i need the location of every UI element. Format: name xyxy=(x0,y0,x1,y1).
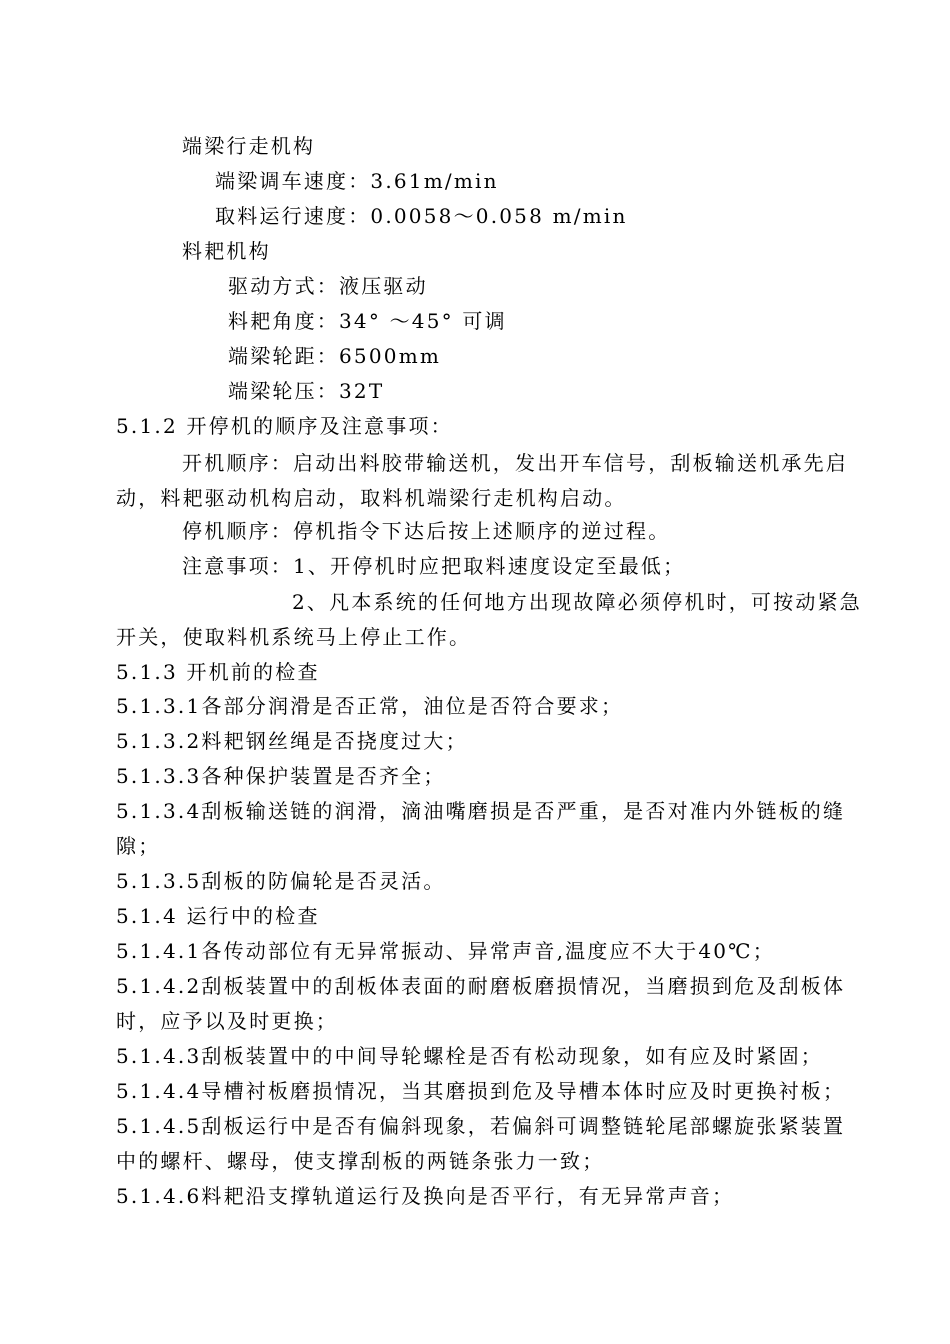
spec-drive-mode: 驱动方式：液压驱动 xyxy=(228,274,428,298)
para-start-sequence-line2: 动，料耙驱动机构启动，取料机端梁行走机构启动。 xyxy=(116,486,627,510)
item-5-1-3-3: 5.1.3.3各种保护装置是否齐全； xyxy=(116,764,446,788)
item-5-1-4-1: 5.1.4.1各传动部位有无异常振动、异常声音,温度应不大于40℃； xyxy=(116,939,775,963)
para-notes-item2-line1: 2、凡本系统的任何地方出现故障必须停机时，可按动紧急 xyxy=(292,590,862,614)
item-5-1-4-2-line1: 5.1.4.2刮板装置中的刮板体表面的耐磨板磨损情况，当磨损到危及刮板体 xyxy=(116,974,846,998)
item-5-1-4-5-line1: 5.1.4.5刮板运行中是否有偏斜现象，若偏斜可调整链轮尾部螺旋张紧装置 xyxy=(116,1114,846,1138)
para-notes-item1: 注意事项：1、开停机时应把取料速度设定至最低； xyxy=(182,554,686,578)
item-5-1-4-5-line2: 中的螺杆、螺母，使支撑刮板的两链条张力一致； xyxy=(116,1149,605,1173)
para-stop-sequence: 停机顺序：停机指令下达后按上述顺序的逆过程。 xyxy=(182,519,671,543)
section-5-1-3-title: 5.1.3 开机前的检查 xyxy=(116,660,320,684)
spec-wheel-base: 端梁轮距：6500mm xyxy=(228,344,442,368)
item-5-1-3-2: 5.1.3.2料耙钢丝绳是否挠度过大； xyxy=(116,729,468,753)
item-5-1-4-2-line2: 时，应予以及时更换； xyxy=(116,1009,338,1033)
item-5-1-4-6: 5.1.4.6料耙沿支撑轨道运行及换向是否平行，有无异常声音； xyxy=(116,1184,735,1208)
spec-rake-angle: 料耙角度：34° ～45° 可调 xyxy=(228,309,507,333)
heading-rake-mechanism: 料耙机构 xyxy=(182,239,271,263)
section-5-1-4-title: 5.1.4 运行中的检查 xyxy=(116,904,320,928)
heading-end-beam-travel: 端梁行走机构 xyxy=(182,134,316,158)
item-5-1-4-3: 5.1.4.3刮板装置中的中间导轮螺栓是否有松动现象，如有应及时紧固； xyxy=(116,1044,823,1068)
item-5-1-4-4: 5.1.4.4导槽衬板磨损情况，当其磨损到危及导槽本体时应及时更换衬板； xyxy=(116,1079,846,1103)
item-5-1-3-1: 5.1.3.1各部分润滑是否正常，油位是否符合要求； xyxy=(116,694,624,718)
item-5-1-3-4-line1: 5.1.3.4刮板输送链的润滑，滴油嘴磨损是否严重，是否对准内外链板的缝 xyxy=(116,799,846,823)
spec-reclaim-speed: 取料运行速度：0.0058～0.058 m/min xyxy=(215,204,628,228)
spec-wheel-load: 端梁轮压：32T xyxy=(228,379,385,403)
para-start-sequence-line1: 开机顺序：启动出料胶带输送机，发出开车信号，刮板输送机承先启 xyxy=(182,451,848,475)
section-5-1-2-title: 5.1.2 开停机的顺序及注意事项： xyxy=(116,414,453,438)
item-5-1-3-4-line2: 隙； xyxy=(116,834,161,858)
para-notes-item2-line2: 开关，使取料机系统马上停止工作。 xyxy=(116,625,472,649)
item-5-1-3-5: 5.1.3.5刮板的防偏轮是否灵活。 xyxy=(116,869,446,893)
spec-end-beam-speed: 端梁调车速度：3.61m/min xyxy=(215,169,499,193)
